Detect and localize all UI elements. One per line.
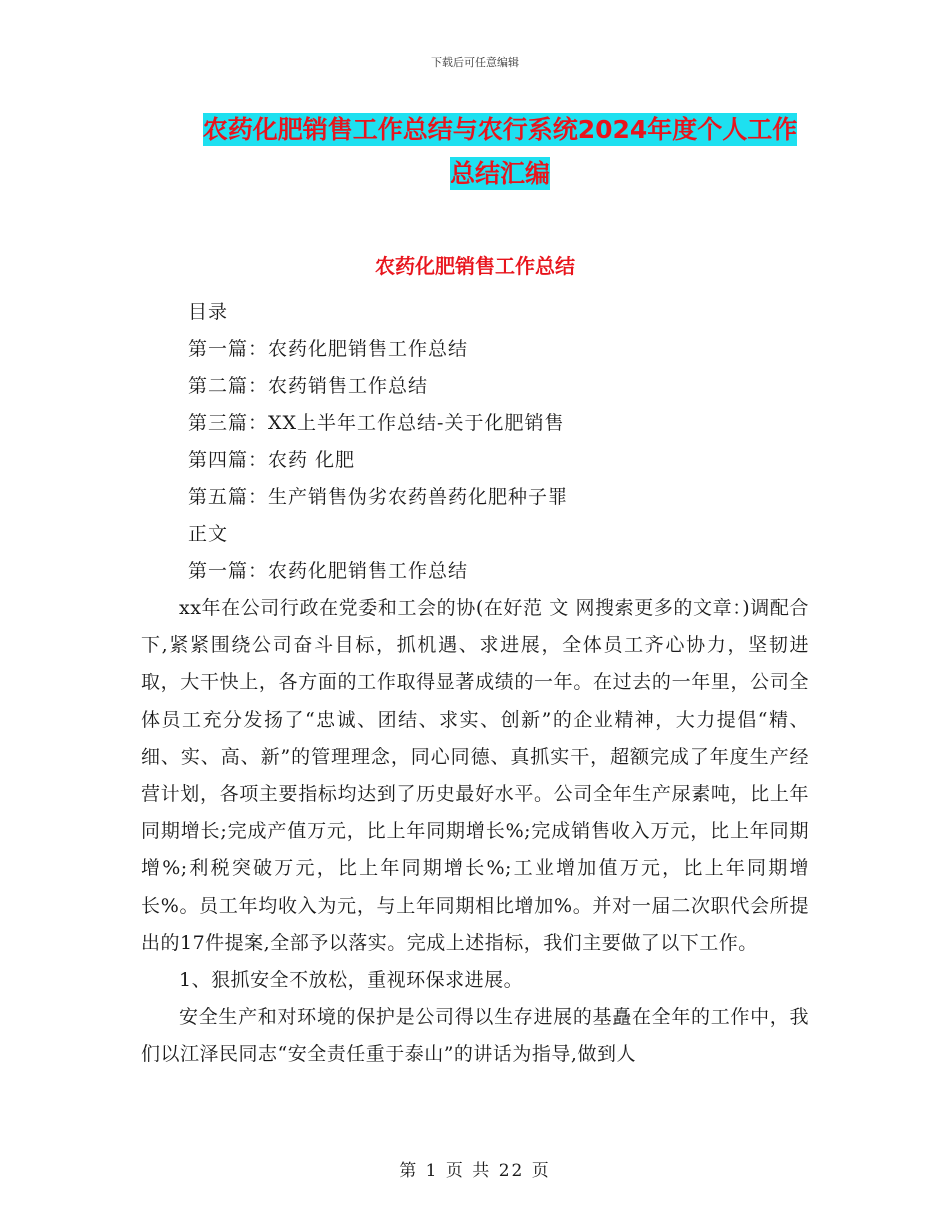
section-title: 农药化肥销售工作总结: [375, 254, 575, 278]
toc-item: 第二篇：农药销售工作总结: [188, 375, 429, 397]
paragraph: 安全生产和对环境的保护是公司得以生存进展的基矗在全年的工作中，我们以江泽民同志“安全责任重于泰山”的讲话为指导,做到人: [141, 1006, 809, 1066]
toc-item: 第五篇：生产销售伪劣农药兽药化肥种子罪: [188, 486, 569, 508]
document-title-line-1: 农药化肥销售工作总结与农行系统2024年度个人工作: [202, 115, 798, 144]
document-title-line-2: 总结汇编: [449, 159, 550, 188]
header-note: 下载后可任意编辑: [431, 56, 519, 69]
chapter-heading: 第一篇：农药化肥销售工作总结: [188, 560, 469, 582]
toc-heading: 目录: [188, 301, 229, 323]
toc-item: 第四篇：农药 化肥: [188, 449, 356, 471]
table-of-contents: [188, 294, 828, 590]
toc-item: 第三篇：XX上半年工作总结-关于化肥销售: [188, 412, 565, 434]
document-title: [150, 108, 850, 196]
page-footer: 第 1 页 共 22 页: [399, 1161, 551, 1181]
paragraph: xx年在公司行政在党委和工会的协(在好范 文 网搜索更多的文章：)调配合下,紧紧围绕公司奋斗目标，抓机遇、求进展，全体员工齐心协力，坚韧进取，大干快上，各方面的工作取得显著成绩的一年。在过去的一年里，公司全体员工充分发扬了“忠诚、团结、求实、创新”的企业精神，大力提倡“精、细、实、高、新”的管理理念，同心同德、真抓实干，超额完成了年度生产经营计划，各项主要指标均达到了历史最好水平。公司全年生产尿素吨，比上年同期增长;完成产值万元，比上年同期增长%;完成销售收入万元，比上年同期增%;利税突破万元，比上年同期增长%;工业增加值万元，比上年同期增长%。员工年均收入为元，与上年同期相比增加%。并对一届二次职代会所提出的17件提案,全部予以落实。完成上述指标，我们主要做了以下工作。: [141, 597, 809, 954]
paragraph: 1、狠抓安全不放松，重视环保求进展。: [179, 969, 524, 992]
body-heading: 正文: [188, 523, 229, 545]
body-text: [141, 590, 809, 1074]
toc-item: 第一篇：农药化肥销售工作总结: [188, 338, 469, 360]
